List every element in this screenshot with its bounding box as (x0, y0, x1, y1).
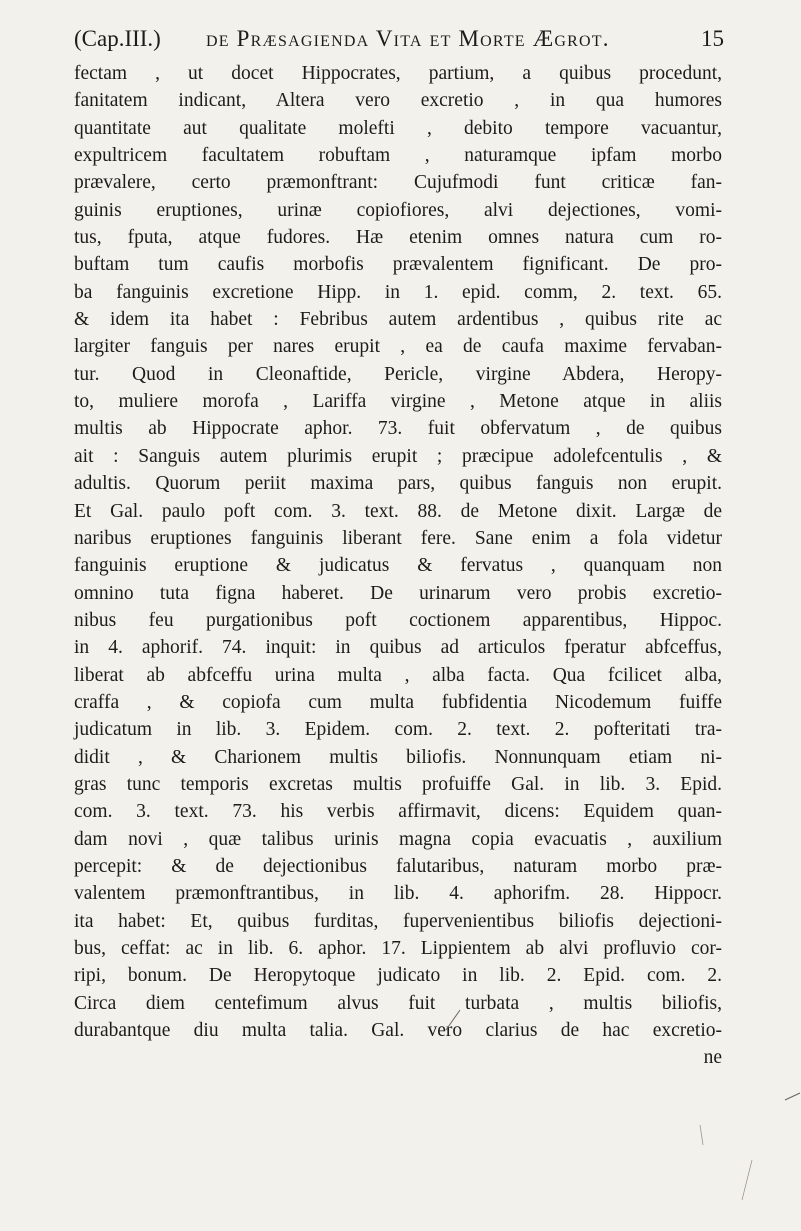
text-line: omnino tuta figna haberet. De urinarum vero probis excretio- (74, 582, 722, 604)
text-line: Et Gal. paulo poft com. 3. text. 88. de Metone dixit. Largæ de (74, 500, 722, 522)
text-line: dam novi , quæ talibus urinis magna copia evacuatis , auxilium (74, 828, 722, 850)
text-line: bus, ceffat: ac in lib. 6. aphor. 17. Lippientem ab alvi profluvio cor- (74, 938, 722, 959)
text-line: in 4. aphorif. 74. inquit: in quibus ad articulos fperatur abfceffus, (74, 637, 722, 659)
text-line: adultis. Quorum periit maxima pars, quibus fanguis non erupit. (74, 473, 722, 495)
text-line: percepit: & de dejectionibus falutaribus, naturam morbo præ- (74, 855, 722, 877)
text-line: fectam , ut docet Hippocrates, partium, a quibus procedunt, (74, 63, 722, 84)
text-line: naribus eruptiones fanguinis liberant fere. Sane enim a fola videtur (74, 527, 722, 549)
text-line: prævalere, certo præmonftrant: Cujufmodi funt criticæ fan- (74, 172, 722, 194)
text-line: ita habet: Et, quibus furditas, fupervenientibus biliofis dejectioni- (74, 910, 722, 932)
text-line: guinis eruptiones, urinæ copiofiores, alvi dejectiones, vomi- (74, 199, 722, 221)
text-line: tur. Quod in Cleonaftide, Pericle, virgine Abdera, Heropy- (74, 363, 722, 385)
text-line: largiter fanguis per nares erupit , ea de caufa maxime fervaban- (74, 336, 722, 358)
text-line: quantitate aut qualitate molefti , debito tempore vacuantur, (74, 117, 722, 139)
text-line: craffa , & copiofa cum multa fubfidentia Nicodemum fuiffe (74, 691, 722, 713)
page-number: 15 (701, 26, 724, 51)
text-line: ba fanguinis excretione Hipp. in 1. epid. comm, 2. text. 65. (74, 281, 722, 303)
running-title: de Præsagienda Vita et Morte Ægrot. (206, 26, 610, 51)
text-line: com. 3. text. 73. his verbis affirmavit, dicens: Equidem quan- (74, 801, 722, 823)
text-line: Circa diem centefimum alvus fuit turbata , multis biliofis, (74, 992, 722, 1014)
paper-crease-mark (742, 1160, 752, 1200)
text-line: liberat ab abfceffu urina multa , alba facta. Qua fcilicet alba, (74, 664, 722, 686)
text-line: valentem præmonftrantibus, in lib. 4. aphorifm. 28. Hippocr. (74, 883, 722, 905)
paper-crease-mark (700, 1125, 703, 1145)
running-header (74, 22, 724, 56)
text-line: nibus feu purgationibus poft coctionem apparentibus, Hippoc. (74, 609, 722, 631)
chapter-label: (Cap.III.) (74, 26, 161, 51)
text-line: buftam tum caufis morbofis prævalentem fignificant. De pro- (74, 254, 722, 276)
ink-stroke-mark (785, 1093, 800, 1100)
body-text (74, 60, 722, 1072)
text-line: ait : Sanguis autem plurimis erupit ; præcipue adolefcentulis , & (74, 445, 722, 467)
text-line: ne (703, 1047, 722, 1069)
text-line: fanitatem indicant, Altera vero excretio , in qua humores (74, 90, 722, 112)
text-line: didit , & Charionem multis biliofis. Nonnunquam etiam ni- (74, 746, 722, 768)
text-line: durabantque diu multa talia. Gal. vero clarius de hac excretio- (74, 1020, 722, 1042)
text-line: ripi, bonum. De Heropytoque judicato in lib. 2. Epid. com. 2. (74, 965, 722, 987)
text-line: & idem ita habet : Febribus autem ardentibus , quibus rite ac (74, 309, 722, 331)
text-line: gras tunc temporis excretas multis profuiffe Gal. in lib. 3. Epid. (74, 773, 722, 795)
text-line: to, muliere morofa , Lariffa virgine , Metone atque in aliis (74, 391, 722, 413)
text-line: judicatum in lib. 3. Epidem. com. 2. text. 2. pofteritati tra- (74, 719, 722, 741)
text-line: multis ab Hippocrate aphor. 73. fuit obfervatum , de quibus (74, 418, 722, 440)
text-line: tus, fputa, atque fudores. Hæ etenim omnes natura cum ro- (74, 227, 722, 249)
text-line: fanguinis eruptione & judicatus & fervatus , quanquam non (74, 555, 722, 577)
text-line: expultricem facultatem robuftam , naturamque ipfam morbo (74, 145, 722, 167)
